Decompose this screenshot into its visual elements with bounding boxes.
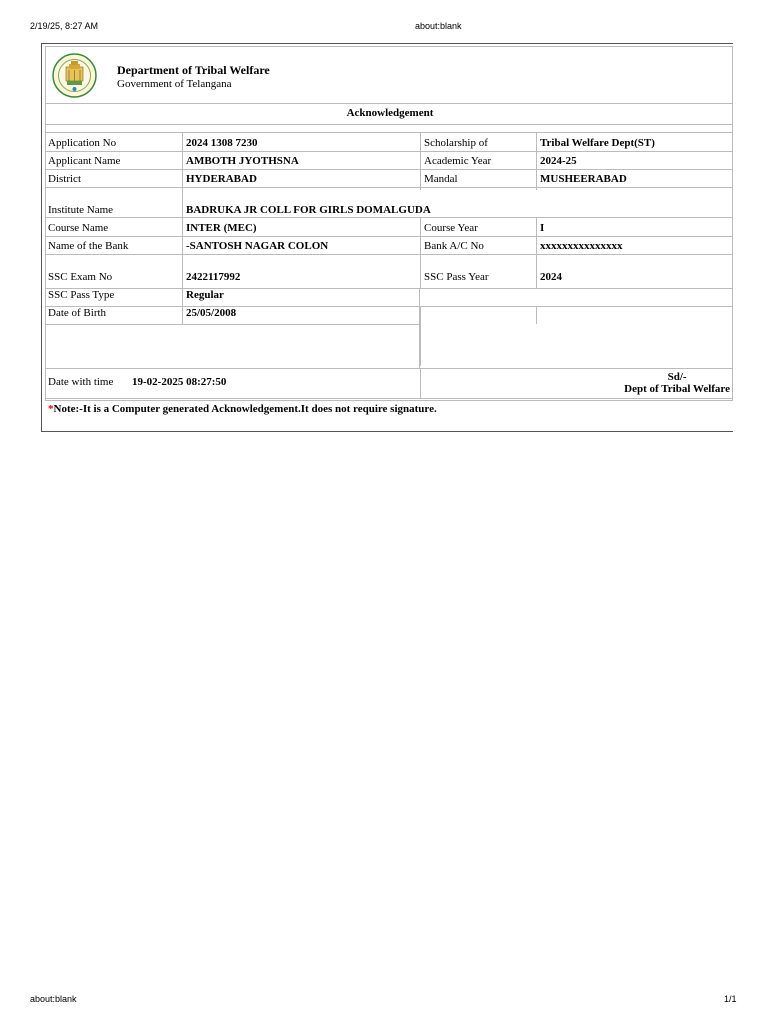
bank-ac-no-value: xxxxxxxxxxxxxxx: [540, 240, 623, 252]
acknowledgement-title: Acknowledgement: [346, 107, 434, 119]
ssc-exam-no-value: 2422117992: [186, 271, 241, 283]
mandal-value: MUSHEERABAD: [540, 173, 627, 185]
row-divider: [46, 236, 732, 237]
applicant-name-value: AMBOTH JYOTHSNA: [186, 155, 299, 167]
row-divider: [46, 151, 732, 152]
ssc-pass-type-label: SSC Pass Type: [48, 289, 115, 301]
course-name-label: Course Name: [48, 222, 109, 234]
course-year-value: I: [540, 222, 545, 234]
academic-year-value: 2024-25: [540, 155, 577, 167]
state-emblem-icon: [52, 53, 97, 98]
signature-sd: Sd/-: [667, 371, 687, 383]
ssc-exam-no-label: SSC Exam No: [48, 271, 113, 283]
application-no-label: Application No: [48, 137, 117, 149]
institute-name-value: BADRUKA JR COLL FOR GIRLS DOMALGUDA: [186, 204, 431, 216]
date-with-time-label: Date with time: [48, 376, 114, 388]
row-divider: [420, 306, 732, 307]
row-divider: [46, 324, 420, 325]
date-of-birth-value: 25/05/2008: [186, 307, 237, 319]
row-divider: [420, 288, 732, 289]
header-divider: [46, 103, 732, 104]
acknowledgement-form: [45, 46, 733, 415]
ssc-pass-year-label: SSC Pass Year: [424, 271, 489, 283]
department-title: Department of Tribal Welfare: [117, 63, 270, 77]
academic-year-label: Academic Year: [424, 155, 492, 167]
row-divider: [46, 169, 732, 170]
bank-ac-no-label: Bank A/C No: [424, 240, 484, 252]
row-divider: [46, 217, 732, 218]
column-divider: [420, 217, 421, 289]
signature-dept: Dept of Tribal Welfare: [624, 383, 730, 395]
bank-name-value: -SANTOSH NAGAR COLON: [186, 240, 329, 252]
ssc-pass-year-value: 2024: [540, 271, 562, 283]
column-divider: [536, 217, 537, 289]
district-label: District: [48, 173, 81, 185]
date-with-time-value: 19-02-2025 08:27:50: [132, 376, 227, 388]
title-divider: [46, 124, 732, 125]
column-divider: [420, 306, 421, 366]
government-subtitle: Government of Telangana: [117, 78, 232, 90]
district-value: HYDERABAD: [186, 173, 257, 185]
print-footer-page: 1/1: [724, 994, 737, 1004]
column-divider: [420, 132, 421, 190]
column-divider: [536, 132, 537, 190]
row-divider: [46, 368, 732, 369]
row-divider: [46, 187, 732, 188]
scholarship-of-value: Tribal Welfare Dept(ST): [540, 137, 655, 149]
ssc-pass-type-value: Regular: [186, 289, 224, 301]
date-of-birth-label: Date of Birth: [48, 307, 107, 319]
note-text: Note:-It is a Computer generated Acknowledgement.It does not require signature.: [53, 403, 437, 415]
print-header-date: 2/19/25, 8:27 AM: [30, 21, 99, 31]
scholarship-of-label: Scholarship of: [424, 137, 488, 149]
row-divider: [46, 254, 732, 255]
computer-generated-note: [48, 403, 437, 415]
column-divider: [419, 288, 420, 368]
application-no-value: 2024 1308 7230: [186, 137, 258, 149]
column-divider: [182, 132, 183, 324]
row-divider: [46, 398, 732, 399]
print-footer-url: about:blank: [30, 994, 77, 1004]
bank-name-label: Name of the Bank: [48, 240, 129, 252]
column-divider: [420, 368, 421, 398]
course-year-label: Course Year: [424, 222, 478, 234]
table-top-border: [46, 132, 732, 133]
print-header-title: about:blank: [415, 21, 462, 31]
signature-block: [624, 371, 730, 395]
note-asterisk: *: [48, 403, 54, 415]
mandal-label: Mandal: [424, 173, 458, 185]
acknowledgement-document: [41, 43, 733, 432]
column-divider: [536, 306, 537, 324]
institute-name-label: Institute Name: [48, 204, 114, 216]
applicant-name-label: Applicant Name: [48, 155, 121, 167]
course-name-value: INTER (MEC): [186, 222, 257, 234]
